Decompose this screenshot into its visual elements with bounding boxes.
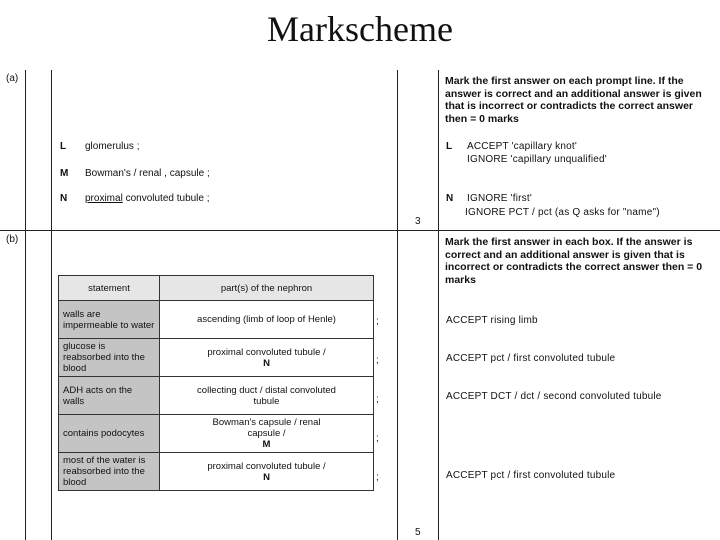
divider-left: [25, 70, 26, 540]
note-a: Mark the first answer on each prompt line. If the answer is correct and an additional answer is given that is incorrect or contradicts the correct answer then = 0 marks: [445, 75, 702, 125]
semicolon: ;: [376, 433, 379, 444]
table-row: [59, 339, 374, 377]
answer-l: glomerulus ;: [85, 141, 140, 152]
part-letter: M: [262, 439, 271, 450]
answer-n-rest: convoluted tubule ;: [122, 193, 210, 204]
guidance-n-1: IGNORE 'first': [467, 193, 532, 204]
marks-a: 3: [415, 216, 421, 227]
statement-cell: glucose is reabsorbed into the blood: [59, 339, 160, 377]
answer-n: [85, 193, 210, 204]
part-text: proximal convoluted tubule /: [207, 346, 326, 358]
row-separator: [0, 230, 720, 231]
answer-m: Bowman's / renal , capsule ;: [85, 168, 210, 179]
note-b: Mark the first answer in each box. If the answer is correct and an additional answer is given that is incorrect or contradicts the correct answer then = 0 marks: [445, 236, 703, 286]
guidance-l-2: IGNORE 'capillary unqualified': [467, 154, 607, 165]
part-letter: N: [263, 357, 270, 369]
semicolon: ;: [376, 472, 379, 483]
guidance-b-3: ACCEPT DCT / dct / second convoluted tubule: [446, 391, 662, 402]
marks-b: 5: [415, 527, 421, 538]
guidance-l-1: ACCEPT 'capillary knot': [467, 141, 577, 152]
header-statement: statement: [59, 276, 160, 301]
table-row: [59, 301, 374, 339]
header-part: part(s) of the nephron: [160, 276, 374, 301]
semicolon: ;: [376, 316, 379, 327]
semicolon: ;: [376, 355, 379, 366]
statement-cell: walls are impermeable to water: [59, 301, 160, 339]
part-letter: N: [263, 471, 270, 483]
answer-letter-n: N: [60, 193, 68, 204]
answer-letter-l: L: [60, 141, 67, 152]
statement-cell: most of the water is reabsorbed into the blood: [59, 453, 160, 491]
guidance-letter-n: N: [446, 193, 454, 204]
part-cell: [160, 415, 374, 453]
table-row: [59, 377, 374, 415]
statement-cell: contains podocytes: [59, 415, 160, 453]
semicolon: ;: [376, 394, 379, 405]
guidance-letter-l: L: [446, 141, 453, 152]
part-text: Bowman's capsule / renal capsule /: [212, 417, 321, 439]
part-cell: [160, 377, 374, 415]
statement-cell: ADH acts on the walls: [59, 377, 160, 415]
divider-marks: [397, 70, 398, 540]
guidance-n-2: IGNORE PCT / pct (as Q asks for "name"): [465, 207, 660, 218]
nephron-table: [58, 275, 374, 491]
table-row: [59, 415, 374, 453]
part-cell: [160, 301, 374, 339]
part-a-label: (a): [6, 73, 19, 84]
part-text: collecting duct / distal convoluted tubule: [197, 384, 336, 407]
guidance-b-4: ACCEPT pct / first convoluted tubule: [446, 470, 616, 481]
part-text: ascending (limb of loop of Henle): [197, 314, 336, 325]
part-text: proximal convoluted tubule /: [207, 460, 326, 472]
answer-n-proximal: proximal: [85, 193, 123, 204]
divider-left-2: [51, 70, 52, 540]
part-b-label: (b): [6, 234, 19, 245]
part-cell: [160, 453, 374, 491]
guidance-b-1: ACCEPT rising limb: [446, 315, 538, 326]
divider-guidance: [438, 70, 439, 540]
answer-letter-m: M: [60, 168, 69, 179]
table-row: [59, 453, 374, 491]
guidance-b-2: ACCEPT pct / first convoluted tubule: [446, 353, 616, 364]
part-cell: [160, 339, 374, 377]
page-title: Markscheme: [267, 9, 453, 49]
